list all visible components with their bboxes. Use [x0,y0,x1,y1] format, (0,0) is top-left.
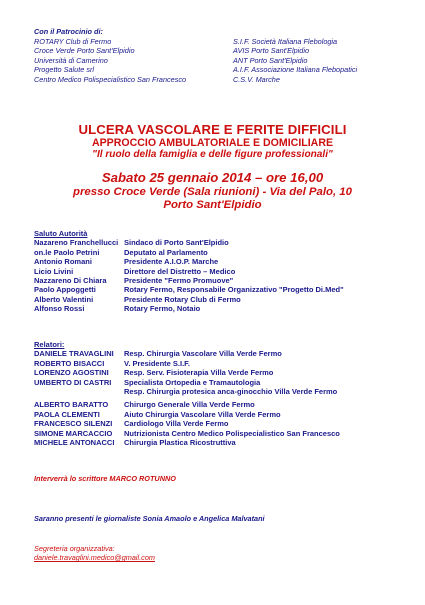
saluto-section [34,229,414,314]
patrocinio-columns [34,37,414,85]
speaker-role: Cardiologo Villa Verde Fermo [124,419,229,429]
list-item [34,410,414,419]
person-role: Presidente A.I.O.P. Marche [124,257,219,267]
speaker-role: Nutrizionista Centro Medico Polispecialistico San Francesco [124,428,340,438]
person-role: Sindaco di Porto Sant'Elpidio [124,238,229,248]
person-role: Rotary Fermo, Notaio [124,304,201,314]
speaker-role: Chirurgia Plastica Ricostruttiva [124,438,236,448]
list-item [34,267,414,276]
speaker-role: Resp. Chirurgia protesica anca-ginocchio Villa Verde Fermo [124,387,338,397]
patrocinio-item: S.I.F. Società Italiana Flebologia [233,36,338,46]
giornaliste-note: Saranno presenti le giornaliste Sonia Amaolo e Angelica Malvatani [34,514,265,523]
list-item [34,359,414,368]
speaker-name: MICHELE ANTONACCI [34,438,115,448]
speaker-role: Aiuto Chirurgia Vascolare Villa Verde Fermo [124,409,281,419]
list-item [34,438,414,447]
list-item [34,349,414,358]
speaker-name: FRANCESCO SILENZI [34,419,113,429]
event-block [0,170,425,212]
list-item [34,248,414,257]
main-title: ULCERA VASCOLARE E FERITE DIFFICILI [78,122,347,137]
saluto-heading: Saluto Autorità [34,229,88,238]
patrocinio-item: AVIS Porto Sant'Elpidio [233,46,310,56]
list-item [34,257,414,266]
person-role: Deputato al Parlamento [124,247,208,257]
speaker-name [34,387,124,396]
patrocinio-item: Progetto Salute srl [34,65,95,75]
person-name: Nazzareno Di Chiara [34,276,107,286]
list-item [34,304,414,313]
relatori-section [34,340,414,447]
list-item [34,400,414,409]
tagline: "Il ruolo della famiglia e delle figure professionali" [92,149,333,160]
person-name: on.le Paolo Petrini [34,247,100,257]
patrocinio-item: Università di Camerino [34,55,108,65]
event-place: presso Croce Verde (Sala riunioni) - Via del Palo, 10 [73,185,352,198]
list-item [34,285,414,294]
speaker-role: Chirurgo Generale Villa Verde Fermo [124,400,255,410]
person-name: Antonio Romani [34,257,92,267]
patrocinio-item: ANT Porto Sant'Elpidio [233,55,308,65]
segreteria-block [34,544,155,563]
person-role: Presidente "Fermo Promuove" [124,276,234,286]
speaker-role: Specialista Ortopedia e Tramautologia [124,377,261,387]
segreteria-label: Segreteria organizzativa: [34,544,115,553]
speaker-name: ALBERTO BARATTO [34,400,109,410]
patrocinio-left-column [34,37,233,85]
person-role: Direttore del Distretto – Medico [124,266,236,276]
speaker-name: ROBERTO BISACCI [34,358,105,368]
event-city: Porto Sant'Elpidio [163,198,262,211]
segreteria-email-link[interactable]: daniele.travaglini.medico@gmail.com [34,553,155,563]
patrocinio-item: ROTARY Club di Fermo [34,36,112,46]
list-item [34,378,414,387]
intervento-note: Interverrà lo scrittore MARCO ROTUNNO [34,474,176,483]
speaker-name: UMBERTO DI CASTRI [34,377,112,387]
person-role: Rotary Fermo, Responsabile Organizzativo "Progetto Di.Med" [124,285,344,295]
patrocinio-item: Croce Verde Porto Sant'Elpidio [34,46,135,56]
speaker-name: SIMONE MARCACCIO [34,428,113,438]
speaker-name: DANIELE TRAVAGLINI [34,349,114,359]
sub-title: APPROCCIO AMBULATORIALE E DOMICILIARE [91,137,334,149]
person-name: Paolo Appoggetti [34,285,96,295]
patrocinio-item: A.I.F. Associazione Italiana Flebopatici [233,65,358,75]
person-name: Licio Livini [34,266,74,276]
patrocinio-block [34,27,414,85]
list-item [34,368,414,377]
person-role: Presidente Rotary Club di Fermo [124,294,241,304]
list-item [34,419,414,428]
list-item [34,238,414,247]
relatori-heading: Relatori: [34,340,65,349]
patrocinio-item: C.S.V. Marche [233,74,280,84]
speaker-role: Resp. Chirurgia Vascolare Villa Verde Fermo [124,349,282,359]
patrocinio-right-column [233,37,414,85]
person-name: Nazareno Franchellucci [34,238,119,248]
speaker-role: V. Presidente S.I.F. [124,358,191,368]
speaker-role: Resp. Serv. Fisioterapia Villa Verde Fermo [124,368,274,378]
speaker-name: PAOLA CLEMENTI [34,409,100,419]
person-name: Alberto Valentini [34,294,94,304]
list-item [34,429,414,438]
speaker-name: LORENZO AGOSTINI [34,368,109,378]
list-item [34,276,414,285]
list-item [34,387,414,396]
title-block [0,122,425,161]
event-date: Sabato 25 gennaio 2014 – ore 16,00 [101,170,324,185]
person-name: Alfonso Rossi [34,304,85,314]
patrocinio-heading: Con il Patrocinio di: [34,27,103,36]
list-item [34,295,414,304]
patrocinio-item: Centro Medico Polispecialistico San Francesco [34,74,187,84]
